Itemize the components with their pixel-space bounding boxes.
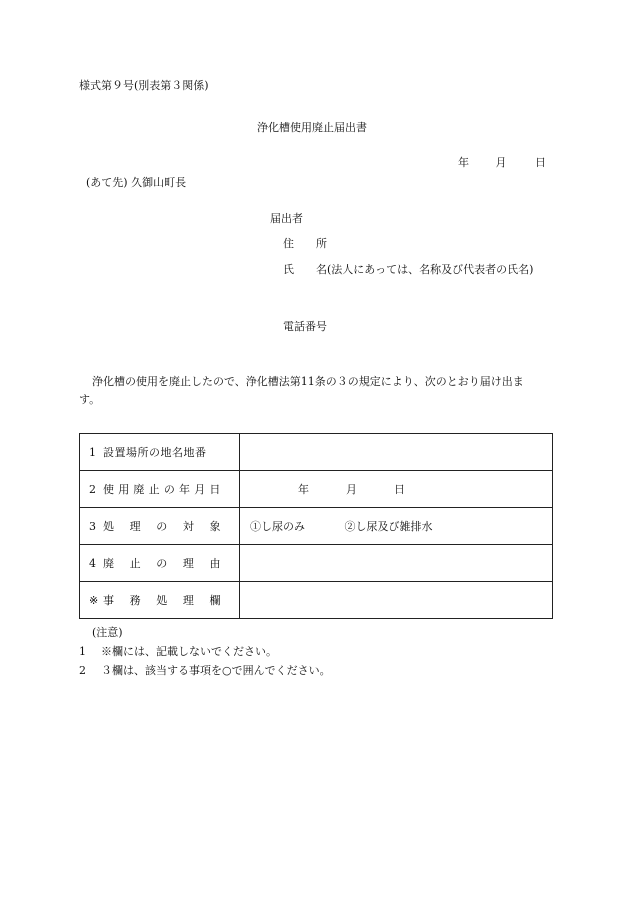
- date-day-label: 日: [535, 156, 546, 169]
- target-value-cell[interactable]: [240, 508, 553, 545]
- note-number: 1: [79, 645, 86, 658]
- row-label-office-use: [103, 592, 221, 608]
- label-char: 理: [182, 594, 195, 607]
- date-line: [458, 156, 546, 170]
- location-value-cell[interactable]: [240, 434, 553, 471]
- row-label-cell: [80, 582, 240, 619]
- row-number: 1: [89, 445, 97, 459]
- note-text: ３欄は、該当する事項を○で囲んでください。: [101, 664, 331, 677]
- label-char: 廃: [103, 557, 115, 570]
- label-char: 対: [182, 520, 195, 533]
- label-char: 理: [129, 520, 142, 533]
- row-label-cell: [80, 545, 240, 582]
- label-char: 欄: [209, 594, 221, 607]
- applicant-label: 届出者: [270, 212, 303, 225]
- label-char: の: [156, 557, 168, 570]
- label-char: 処: [156, 594, 168, 607]
- address-label: 住 所: [283, 237, 327, 250]
- form-number: 様式第９号(別表第３関係): [79, 79, 209, 92]
- row-label-location: 設置場所の地名地番: [103, 446, 207, 459]
- row-number: 4: [89, 556, 97, 570]
- label-char: 月: [194, 483, 206, 496]
- date-value-cell[interactable]: [240, 471, 553, 508]
- label-char: 由: [209, 557, 221, 570]
- notes-heading: (注意): [92, 626, 123, 639]
- date-year-label: 年: [458, 156, 469, 169]
- row-label-cell: [80, 434, 240, 471]
- cell-year-label: 年: [298, 483, 309, 496]
- row-label-reason: [103, 555, 221, 571]
- row-label-date: [103, 481, 221, 497]
- cell-day-label: 日: [394, 483, 405, 496]
- option-human-waste-and-wastewater[interactable]: ②し尿及び雑排水: [344, 520, 433, 533]
- date-month-label: 月: [495, 156, 507, 169]
- row-label-target: [103, 518, 221, 534]
- table-row: [80, 582, 553, 619]
- label-char: 廃: [133, 483, 145, 496]
- note-number: 2: [79, 664, 86, 677]
- label-char: 止: [148, 483, 161, 496]
- label-char: 事: [103, 594, 115, 607]
- row-number: 2: [89, 482, 97, 496]
- label-char: の: [156, 520, 168, 533]
- label-char: 日: [209, 483, 221, 496]
- option-human-waste-only[interactable]: ①し尿のみ: [250, 520, 305, 533]
- office-use-value-cell: [240, 582, 553, 619]
- phone-label: 電話番号: [283, 320, 327, 333]
- label-char: 年: [179, 483, 191, 496]
- label-char: 用: [118, 483, 130, 496]
- row-label-cell: [80, 471, 240, 508]
- row-number: ※: [89, 593, 99, 607]
- note-item: [79, 664, 331, 678]
- label-char: の: [163, 483, 176, 496]
- note-item: [79, 645, 277, 659]
- row-number: 3: [89, 519, 97, 533]
- label-char: 象: [209, 520, 221, 533]
- label-char: 使: [103, 483, 115, 496]
- row-label-cell: [80, 508, 240, 545]
- label-char: 務: [129, 594, 142, 607]
- name-label: 氏 名(法人にあっては、名称及び代表者の氏名): [283, 263, 534, 276]
- addressee: (あて先) 久御山町長: [86, 176, 187, 189]
- table-row: [80, 545, 553, 582]
- label-char: 止: [129, 557, 142, 570]
- form-table: [79, 433, 553, 619]
- cell-month-label: 月: [346, 483, 357, 496]
- label-char: 処: [103, 520, 115, 533]
- table-row: [80, 508, 553, 545]
- reason-value-cell[interactable]: [240, 545, 553, 582]
- table-row: [80, 471, 553, 508]
- table-row: [80, 434, 553, 471]
- label-char: 理: [182, 557, 195, 570]
- note-text: ※欄には、記載しないでください。: [101, 645, 277, 658]
- document-title: 浄化槽使用廃止届出書: [257, 121, 367, 134]
- body-text-line1: 浄化槽の使用を廃止したので、浄化槽法第11条の３の規定により、次のとおり届け出ま: [92, 375, 524, 388]
- body-text-line2: す。: [79, 393, 101, 406]
